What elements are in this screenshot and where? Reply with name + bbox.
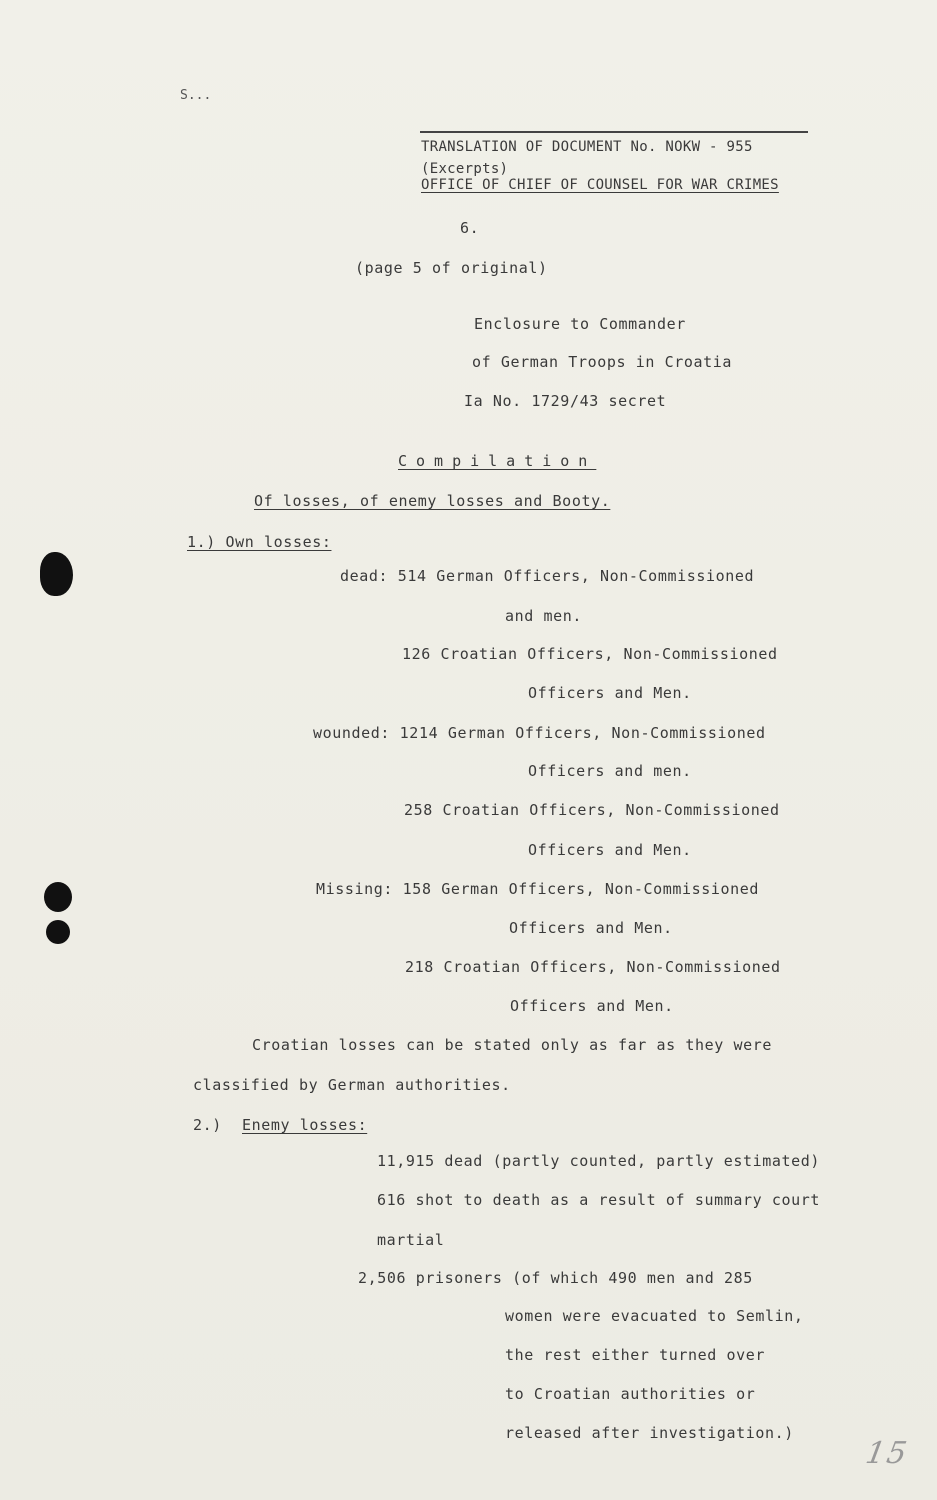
enemy-prisoners-line-4: to Croatian authorities or [505,1385,756,1403]
enclosure-line-1: Enclosure to Commander [474,315,686,333]
header-office-line: OFFICE OF CHIEF OF COUNSEL FOR WAR CRIMES [421,177,779,193]
enemy-prisoners-line: 2,506 prisoners (of which 490 men and 285 [358,1269,753,1287]
missing-german-line-cont: Officers and Men. [509,919,673,937]
missing-croatian-line-cont: Officers and Men. [510,997,674,1015]
section-2-number: 2.) [193,1116,222,1134]
enemy-prisoners-line-3: the rest either turned over [505,1346,766,1364]
section-2-heading: Enemy losses: [242,1116,368,1134]
page-of-original: (page 5 of original) [355,259,548,277]
header-translation-line: TRANSLATION OF DOCUMENT No. NOKW - 955 [421,139,753,155]
enemy-prisoners-line-2: women were evacuated to Semlin, [505,1307,804,1325]
enemy-shot-line: 616 shot to death as a result of summary court [377,1191,821,1209]
dead-german-line-cont: and men. [505,607,583,625]
handwritten-folio-number: 15 [862,1436,912,1471]
wounded-croatian-line-cont: Officers and Men. [528,841,692,859]
enemy-prisoners-line-5: released after investigation.) [505,1424,794,1442]
section-1-heading: 1.) Own losses: [187,533,332,551]
punch-hole-2 [44,882,72,912]
compilation-title: Compilation [398,452,597,470]
dead-croatian-line-cont: Officers and Men. [528,684,692,702]
missing-german-line: Missing: 158 German Officers, Non-Commissioned [316,880,760,898]
wounded-german-line-cont: Officers and men. [528,762,692,780]
croatian-note-line-2: classified by German authorities. [193,1076,511,1094]
missing-croatian-line: 218 Croatian Officers, Non-Commissioned [405,958,781,976]
punch-hole-3 [46,920,70,944]
croatian-note-line-1: Croatian losses can be stated only as far as they were [252,1036,773,1054]
header-top-rule [420,131,808,133]
wounded-german-line: wounded: 1214 German Officers, Non-Commissioned [313,724,766,742]
wounded-croatian-line: 258 Croatian Officers, Non-Commissioned [404,801,780,819]
page-number: 6. [460,219,480,237]
enemy-shot-line-cont: martial [377,1231,445,1249]
corner-mark: S... [180,88,212,103]
enclosure-line-2: of German Troops in Croatia [472,353,733,371]
dead-german-line: dead: 514 German Officers, Non-Commissioned [340,567,755,585]
enemy-dead-line: 11,915 dead (partly counted, partly estimated) [377,1152,821,1170]
punch-hole-1 [40,552,73,596]
enclosure-line-3: Ia No. 1729/43 secret [464,392,667,410]
compilation-subtitle: Of losses, of enemy losses and Booty. [254,492,611,510]
dead-croatian-line: 126 Croatian Officers, Non-Commissioned [402,645,778,663]
header-excerpts-line: (Excerpts) [421,161,509,177]
